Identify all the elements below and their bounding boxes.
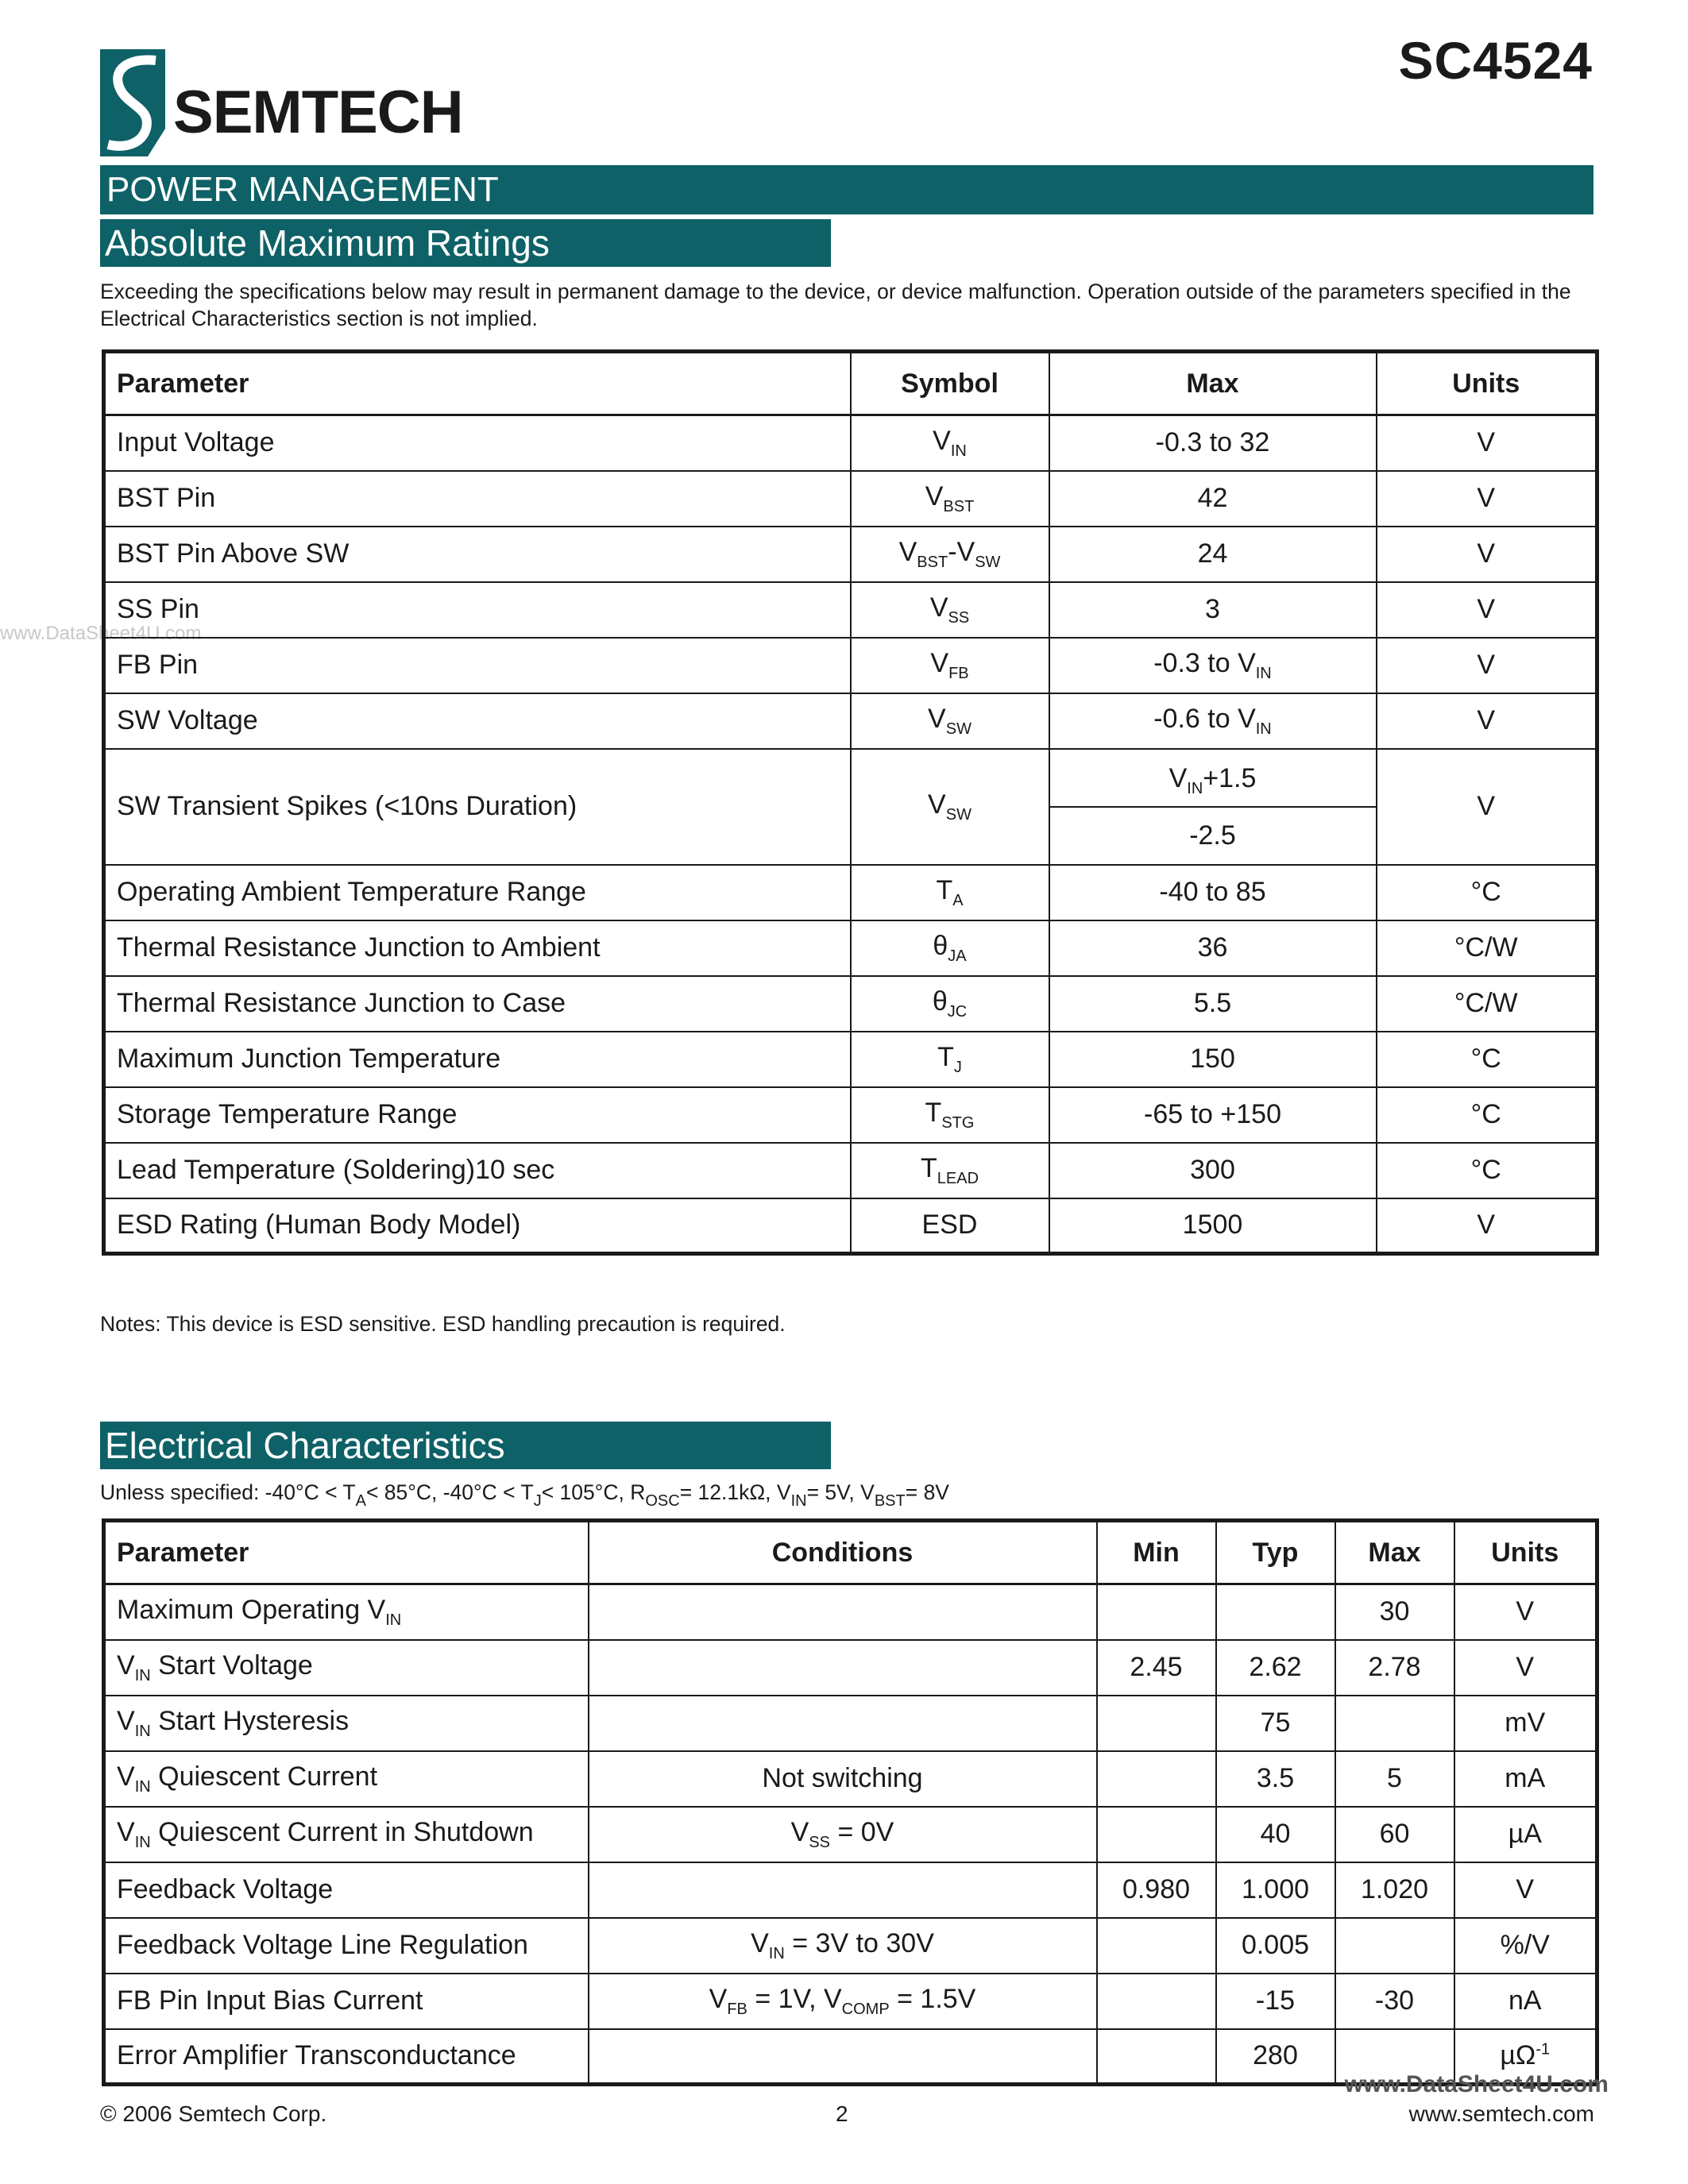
table-row: ESD Rating (Human Body Model) ESD 1500 V [104,1198,1597,1254]
watermark-right: www.DataSheet4U.com [1344,2071,1609,2097]
table-row: Error Amplifier Transconductance 280 µΩ$^{-1}$ [104,2029,1597,2085]
amr-notes: Notes: This device is ESD sensitive. ESD handling precaution is required. [100,1312,786,1336]
ec-table [102,1518,1599,2086]
ec-col-parameter: Parameter [104,1521,589,1584]
table-row: Input Voltage $V_{IN}$ -0.3 to 32 V [104,415,1597,471]
ec-title: Electrical Characteristics [100,1422,831,1469]
spike-max-negative: -2.5 [1189,820,1236,851]
amr-header-row [104,352,1597,415]
amr-col-units: Units [1377,352,1597,415]
amr-title: Absolute Maximum Ratings [100,219,831,267]
table-row: Thermal Resistance Junction to Ambient $\theta_{JA}$ 36 °C/W [104,920,1597,976]
table-row: $V_{IN}$ Start Voltage 2.45 2.62 2.78 V [104,1640,1597,1696]
page-number: 2 [836,2101,848,2126]
brand-text: SEMTECH [173,79,463,146]
table-row: SS Pin $V_{SS}$ 3 V [104,582,1597,638]
table-row: Feedback Voltage Line Regulation $V_{IN} = 3V$ to 30V 0.005 %/V [104,1918,1597,1974]
watermark-left: www.DataSheet4U.com [0,623,202,644]
table-row: FB Pin Input Bias Current $V_{FB} = 1V$, $V_{COMP} = 1.5V$ -15 -30 nA [104,1974,1597,2029]
semtech-logo [100,49,601,156]
amr-col-symbol: Symbol [851,352,1049,415]
table-row: BST Pin $V_{BST}$ 42 V [104,471,1597,527]
ec-header-row [104,1521,1597,1584]
table-row: $V_{IN}$ Quiescent Current in Shutdown $V_{SS} = 0V$ 40 60 µA [104,1807,1597,1862]
amr-table [102,349,1599,1256]
table-row: Maximum Operating $V_{IN}$ 30 V [104,1584,1597,1640]
table-row: Lead Temperature (Soldering)10 sec $T_{LEAD}$ 300 °C [104,1143,1597,1198]
table-row: $V_{IN}$ Start Hysteresis 75 mV [104,1696,1597,1751]
ec-col-max: Max [1335,1521,1454,1584]
ec-col-min: Min [1097,1521,1216,1584]
ec-col-typ: Typ [1216,1521,1335,1584]
ec-col-units: Units [1454,1521,1597,1584]
part-number: SC4524 [1398,31,1593,90]
ec-col-conditions: Conditions [589,1521,1097,1584]
section-band: POWER MANAGEMENT [100,165,1593,214]
table-row: $V_{IN}$ Quiescent Current Not switching 3.5 5 mA [104,1751,1597,1807]
table-row: SW Transient Spikes (<10ns Duration) $V_{SW}$ $V_{IN}+1.5$ -2.5 V [104,749,1597,865]
amr-col-max: Max [1049,352,1377,415]
table-row: Operating Ambient Temperature Range $T_A$ -40 to 85 °C [104,865,1597,920]
footer-copyright: © 2006 Semtech Corp. [100,2101,327,2126]
amr-col-parameter: Parameter [104,352,851,415]
table-row: Storage Temperature Range $T_{STG}$ -65 to +150 °C [104,1087,1597,1143]
spike-max-positive: $V_{IN}+1.5$ [1050,751,1376,808]
table-row: Maximum Junction Temperature $T_J$ 150 °C [104,1032,1597,1087]
table-row: Thermal Resistance Junction to Case $\theta_{JC}$ 5.5 °C/W [104,976,1597,1032]
ec-conditions: Unless specified: $-40^\circ C < T_A< 85^\circ C$, $-40^\circ C < T_J< 105^\circ C$, $R_{OSC}= 12.1k\Omega$, $V_{IN}= 5V$, $V_{BST}= 8V$ [100,1480,949,1510]
table-row: SW Voltage $V_{SW}$ -0.6 to $V_{IN}$ V [104,693,1597,749]
amr-intro: Exceeding the specifications below may result in permanent damage to the device, or device malfunction. Operation outside of the parameters specified in the Electrical Characteristics section is not implied. [100,280,1571,330]
footer-url[interactable]: www.semtech.com [1408,2101,1594,2126]
table-row: Feedback Voltage 0.980 1.000 1.020 V [104,1862,1597,1918]
table-row: FB Pin $V_{FB}$ -0.3 to $V_{IN}$ V [104,638,1597,693]
table-row: BST Pin Above SW $V_{BST}-V_{SW}$ 24 V [104,527,1597,582]
